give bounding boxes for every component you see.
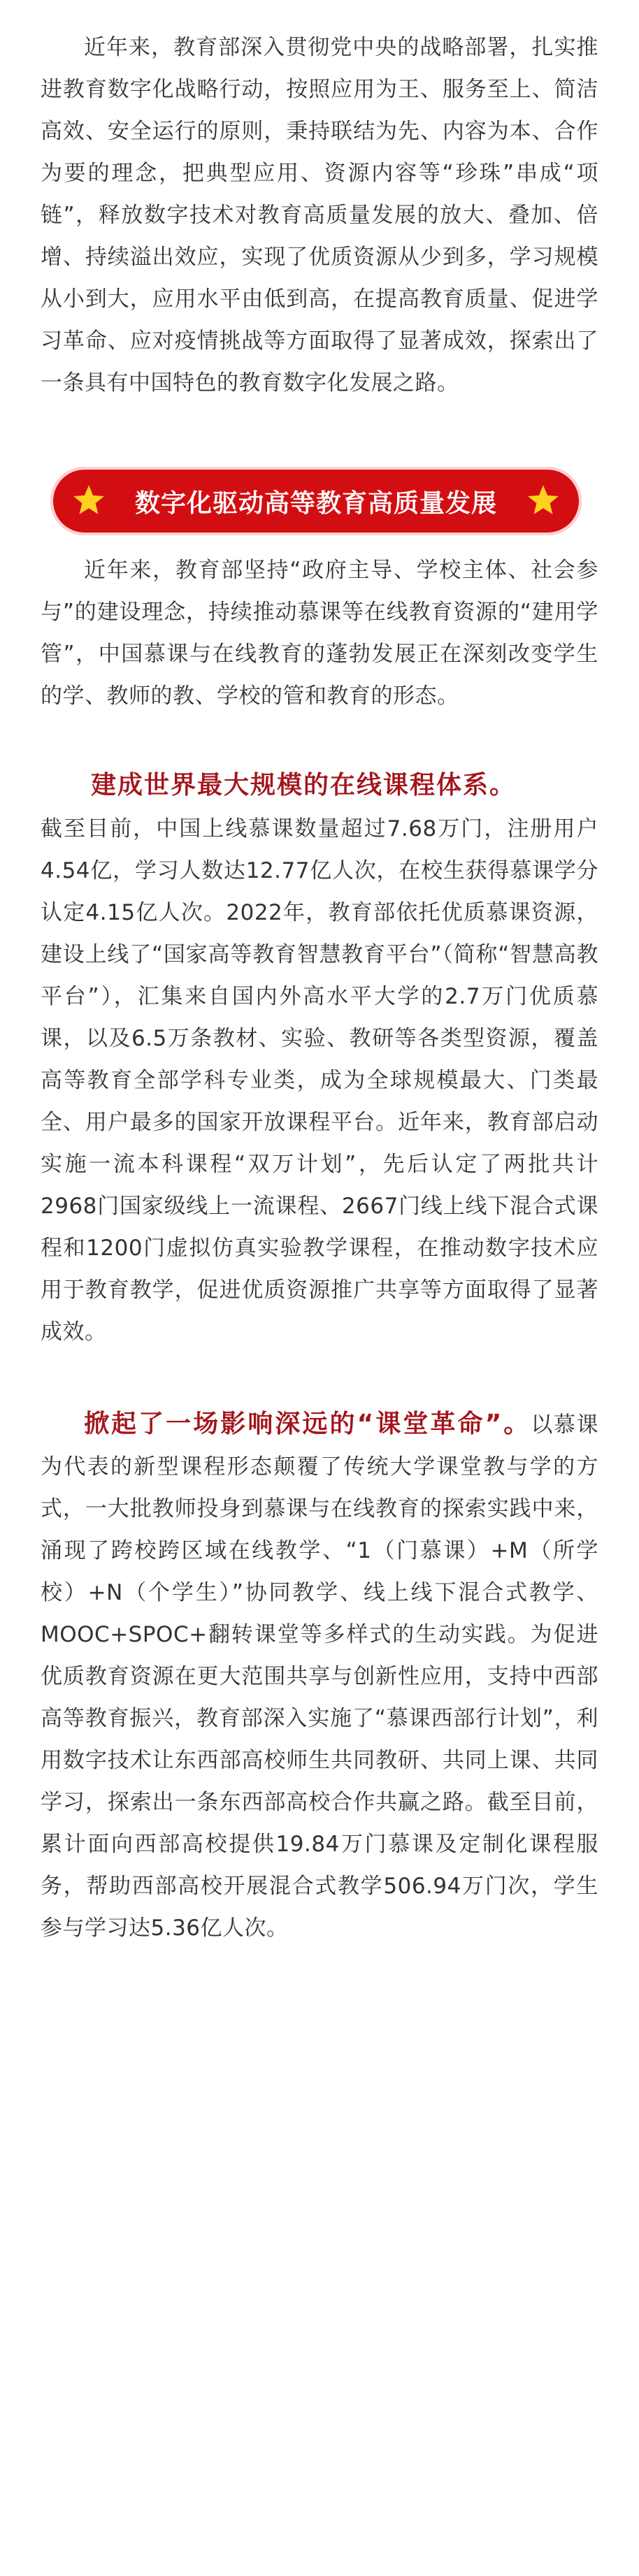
article [41, 27, 598, 1949]
subsection-body-classroom-revolution: 以慕课为代表的新型课程形态颠覆了传统大学课堂教与学的方式，一大批教师投身到慕课与在线教育的探索实践中来，涌现了跨校跨区域在线教学、“1（门慕课）+M（所学校）+N（个学生）”协同教学、线上线下混合式教学、MOOC+SPOC+翻转课堂等多样式的生动实践。为促进优质教育资源在更大范围共享与创新性应用，支持中西部高等教育振兴，教育部深入实施了“慕课西部行计划”，利用数字技术让东西部高校师生共同教研、共同上课、共同学习，探索出一条东西部高校合作共赢之路。截至目前，累计面向西部高校提供19.84万门慕课及定制化课程服务，帮助西部高校开展混合式教学506.94万门次，学生参与学习达5.36亿人次。 [41, 1412, 598, 1941]
section-banner-wrapper [41, 461, 598, 545]
star-icon [526, 483, 561, 518]
banner-title: 数字化驱动高等教育高质量发展 [134, 489, 497, 518]
subsection-lead-classroom-revolution: 掀起了一场影响深远的“课堂革命”。 [84, 1410, 531, 1438]
spacer [41, 1353, 598, 1403]
subsection-heading-online-courses: 建成世界最大规模的在线课程体系。 [91, 771, 517, 799]
intro-paragraph: 近年来，教育部深入贯彻党中央的战略部署，扎实推进教育数字化战略行动，按照应用为王、服务至上、简洁高效、安全运行的原则，秉持联结为先、内容为本、合作为要的理念，把典型应用、资源内容等“珍珠”串成“项链”，释放数字技术对教育高质量发展的放大、叠加、倍增、持续溢出效应，实现了优质资源从少到多，学习规模从小到大，应用水平由低到高，在提高教育质量、促进学习革命、应对疫情挑战等方面取得了显著成效，探索出了一条具有中国特色的教育数字化发展之路。 [41, 35, 598, 396]
spacer [41, 717, 598, 765]
section-intro-paragraph: 近年来，教育部坚持“政府主导、学校主体、社会参与”的建设理念，持续推动慕课等在线教育资源的“建用学管”，中国慕课与在线教育的蓬勃发展正在深刻改变学生的学、教师的教、学校的管和教育的形态。 [41, 558, 598, 709]
section-banner [50, 467, 582, 535]
star-icon [71, 483, 106, 518]
subsection-body-online-courses: 截至目前，中国上线慕课数量超过7.68万门，注册用户4.54亿，学习人数达12.77亿人次，在校生获得慕课学分认定4.15亿人次。2022年，教育部依托优质慕课资源，建设上线了“国家高等教育智慧教育平台”（简称“智慧高教平台”），汇集来自国内外高水平大学的2.7万门优质慕课，以及6.5万条教材、实验、教研等各类型资源，覆盖高等教育全部学科专业类，成为全球规模最大、门类最全、用户最多的国家开放课程平台。近年来，教育部启动实施一流本科课程“双万计划”，先后认定了两批共计2968门国家级线上一流课程、2667门线上线下混合式课程和1200门虚拟仿真实验教学课程，在推动数字技术应用于教育教学，促进优质资源推广共享等方面取得了显著成效。 [41, 816, 598, 1345]
subsection-paragraph-classroom-revolution [41, 1403, 598, 1949]
